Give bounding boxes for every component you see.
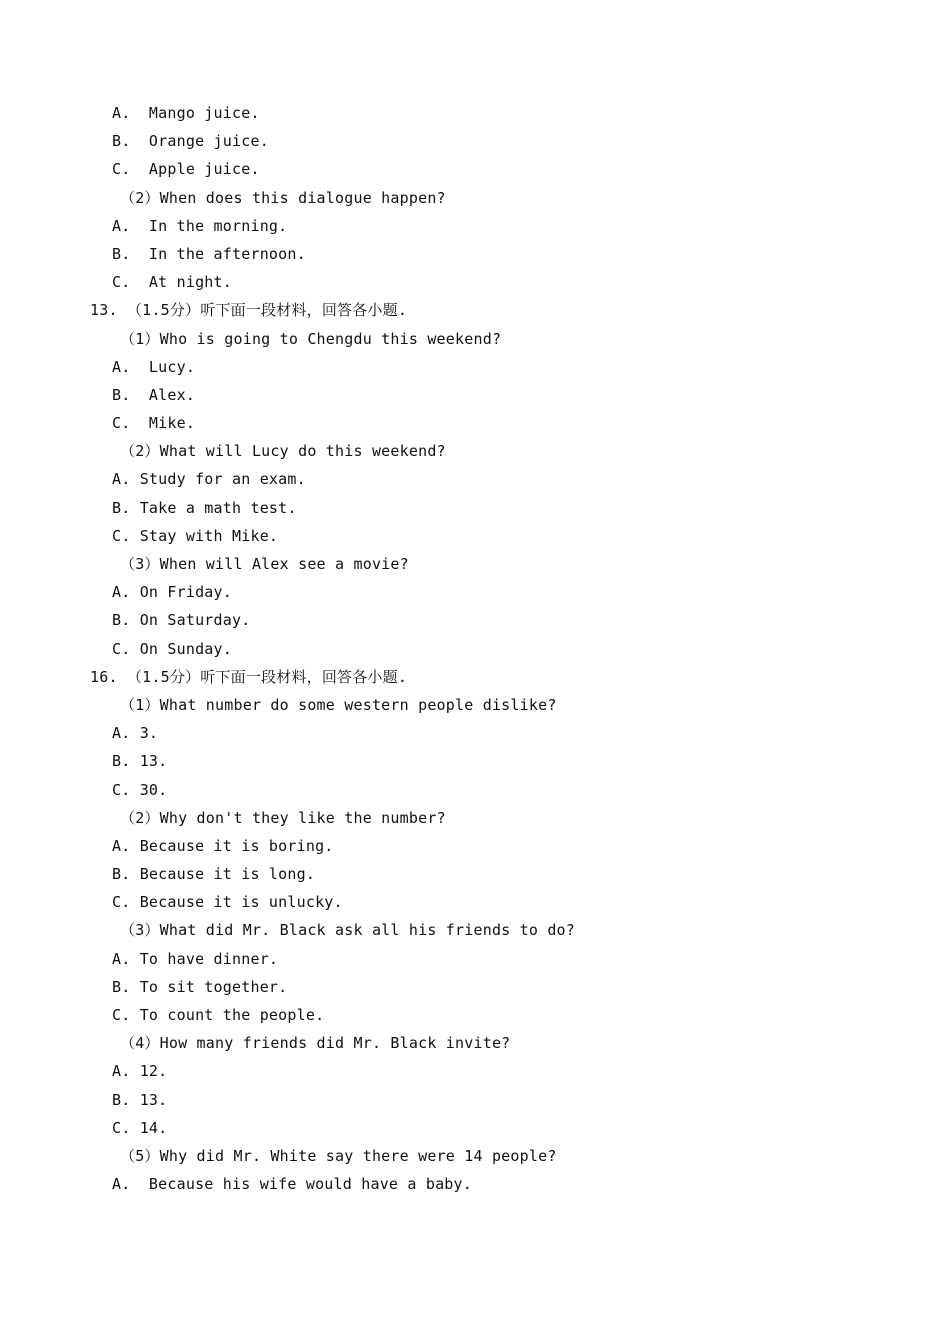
option-c: C. At night.	[112, 273, 232, 292]
option-b: B. Because it is long.	[112, 865, 316, 884]
option-c: C. To count the people.	[112, 1006, 325, 1024]
option-b: B. On Saturday.	[112, 611, 251, 630]
option-c: C. 30.	[112, 780, 168, 799]
sub-question: （3）When will Alex see a movie?	[120, 555, 409, 573]
option-a: A. In the morning.	[112, 216, 288, 235]
option-b: B. To sit together.	[112, 977, 288, 996]
sub-question: （5）Why did Mr. White say there were 14 people?	[120, 1146, 557, 1165]
document-page	[0, 99, 950, 1198]
sub-question: （2）What will Lucy do this weekend?	[120, 442, 446, 461]
sub-question: （1）What number do some western people dislike?	[120, 695, 557, 714]
sub-question: （4）How many friends did Mr. Black invite?	[120, 1034, 511, 1053]
option-a: A. Study for an exam.	[112, 470, 306, 489]
sub-question: （2）Why don't they like the number?	[120, 808, 446, 827]
sub-question: （3）What did Mr. Black ask all his friends to do?	[120, 921, 576, 940]
option-c: C. Mike.	[112, 414, 196, 433]
sub-question: （2）When does this dialogue happen?	[120, 188, 446, 207]
option-c: C. Apple juice.	[112, 160, 260, 179]
option-b: B. In the afternoon.	[112, 244, 306, 263]
option-a: A. 3.	[112, 724, 159, 743]
option-c: C. Stay with Mike.	[112, 526, 279, 545]
question-16-heading: 16. （1.5分）听下面一段材料，回答各小题.	[90, 667, 408, 686]
option-a: A. To have dinner.	[112, 949, 279, 968]
sub-question: （1）Who is going to Chengdu this weekend?	[120, 329, 502, 348]
option-c: C. On Sunday.	[112, 639, 232, 658]
option-c: C. 14.	[112, 1118, 168, 1137]
question-13-heading: 13. （1.5分）听下面一段材料，回答各小题.	[90, 301, 408, 320]
option-a: A. Because his wife would have a baby.	[112, 1175, 472, 1194]
option-a: A. Because it is boring.	[112, 836, 334, 855]
option-b: B. 13.	[112, 752, 168, 771]
option-b: B. Take a math test.	[112, 498, 297, 517]
option-a: A. Lucy.	[112, 357, 196, 376]
option-b: B. Alex.	[112, 385, 196, 404]
option-b: B. Orange juice.	[112, 132, 269, 151]
option-a: A. 12.	[112, 1062, 168, 1081]
option-a: A. Mango juice.	[112, 104, 260, 122]
option-a: A. On Friday.	[112, 583, 232, 602]
option-b: B. 13.	[112, 1090, 168, 1109]
option-c: C. Because it is unlucky.	[112, 893, 343, 912]
